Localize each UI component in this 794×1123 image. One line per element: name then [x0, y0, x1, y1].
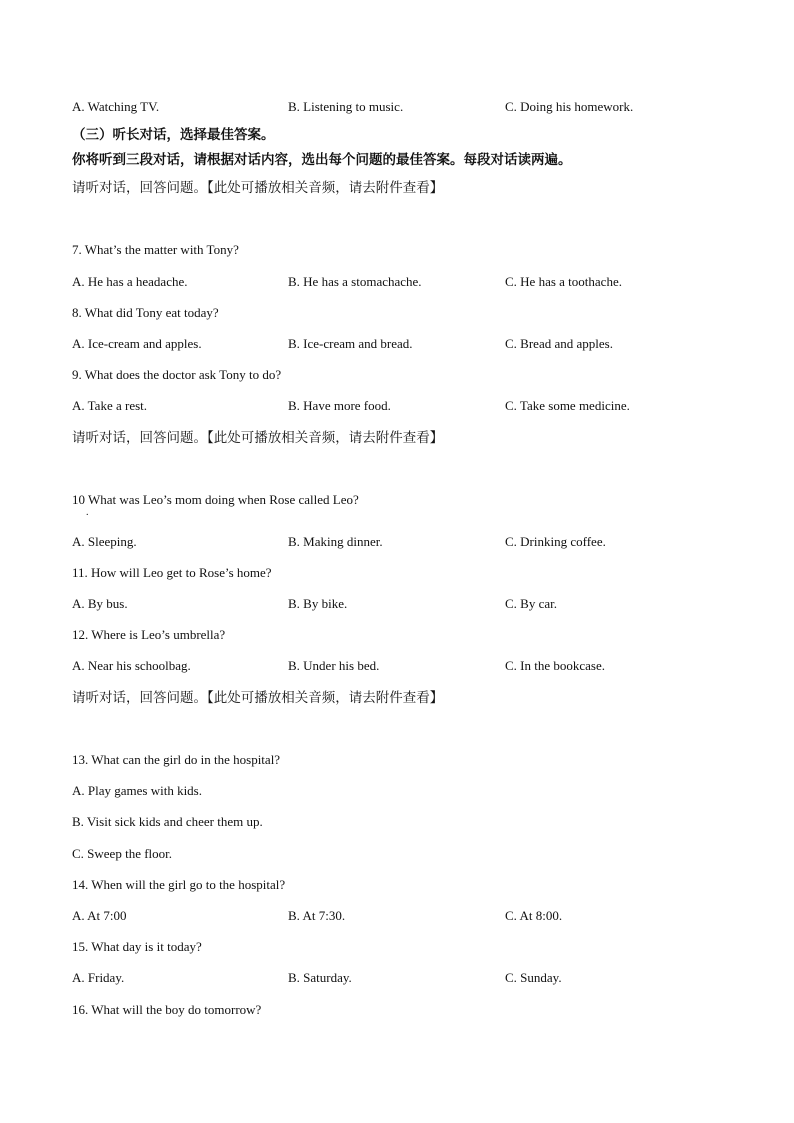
q14-option-b: B. At 7:30.: [288, 908, 346, 923]
question-12: 12. Where is Leo’s umbrella?: [72, 627, 226, 642]
audio-prompt-2: 请听对话，回答问题。【此处可播放相关音频，请去附件查看】: [72, 430, 444, 446]
q6-option-a: A. Watching TV.: [72, 99, 160, 114]
q13-option-c: C. Sweep the floor.: [72, 846, 173, 861]
question-16: 16. What will the boy do tomorrow?: [72, 1002, 262, 1017]
q8-option-b: B. Ice-cream and bread.: [288, 336, 413, 351]
q15-option-c: C. Sunday.: [505, 970, 562, 985]
q10-option-c: C. Drinking coffee.: [505, 534, 606, 549]
q6-option-c: C. Doing his homework.: [505, 99, 634, 114]
question-7: 7. What’s the matter with Tony?: [72, 242, 239, 257]
q11-option-c: C. By car.: [505, 596, 557, 611]
q13-option-b: B. Visit sick kids and cheer them up.: [72, 814, 263, 829]
question-13: 13. What can the girl do in the hospital?: [72, 752, 281, 767]
q9-option-c: C. Take some medicine.: [505, 398, 630, 413]
q7-option-a: A. He has a headache.: [72, 274, 188, 289]
q11-option-b: B. By bike.: [288, 596, 348, 611]
question-10: 10 What was Leo’s mom doing when Rose called Leo?: [72, 492, 359, 507]
question-9: 9. What does the doctor ask Tony to do?: [72, 367, 282, 382]
q9-option-a: A. Take a rest.: [72, 398, 148, 413]
q11-option-a: A. By bus.: [72, 596, 128, 611]
q13-option-a: A. Play games with kids.: [72, 783, 202, 798]
q7-option-b: B. He has a stomachache.: [288, 274, 422, 289]
q8-option-a: A. Ice-cream and apples.: [72, 336, 202, 351]
question-11: 11. How will Leo get to Rose’s home?: [72, 565, 272, 580]
q7-option-c: C. He has a toothache.: [505, 274, 622, 289]
question-14: 14. When will the girl go to the hospital?: [72, 877, 286, 892]
question-15: 15. What day is it today?: [72, 939, 202, 954]
q14-option-c: C. At 8:00.: [505, 908, 563, 923]
q12-option-c: C. In the bookcase.: [505, 658, 606, 673]
q15-option-a: A. Friday.: [72, 970, 125, 985]
section-title: （三）听长对话，选择最佳答案。: [72, 127, 275, 143]
q12-option-b: B. Under his bed.: [288, 658, 380, 673]
audio-prompt-3: 请听对话，回答问题。【此处可播放相关音频，请去附件查看】: [72, 690, 444, 706]
q12-option-a: A. Near his schoolbag.: [72, 658, 191, 673]
q8-option-c: C. Bread and apples.: [505, 336, 613, 351]
q15-option-b: B. Saturday.: [288, 970, 352, 985]
q10-period-mark: .: [86, 507, 89, 518]
q9-option-b: B. Have more food.: [288, 398, 391, 413]
q6-option-b: B. Listening to music.: [288, 99, 404, 114]
section-instruction: 你将听到三段对话，请根据对话内容，选出每个问题的最佳答案。每段对话读两遍。: [72, 152, 572, 168]
q10-option-a: A. Sleeping.: [72, 534, 137, 549]
question-8: 8. What did Tony eat today?: [72, 305, 219, 320]
q10-option-b: B. Making dinner.: [288, 534, 383, 549]
audio-prompt-1: 请听对话，回答问题。【此处可播放相关音频，请去附件查看】: [72, 180, 444, 196]
q14-option-a: A. At 7:00: [72, 908, 127, 923]
